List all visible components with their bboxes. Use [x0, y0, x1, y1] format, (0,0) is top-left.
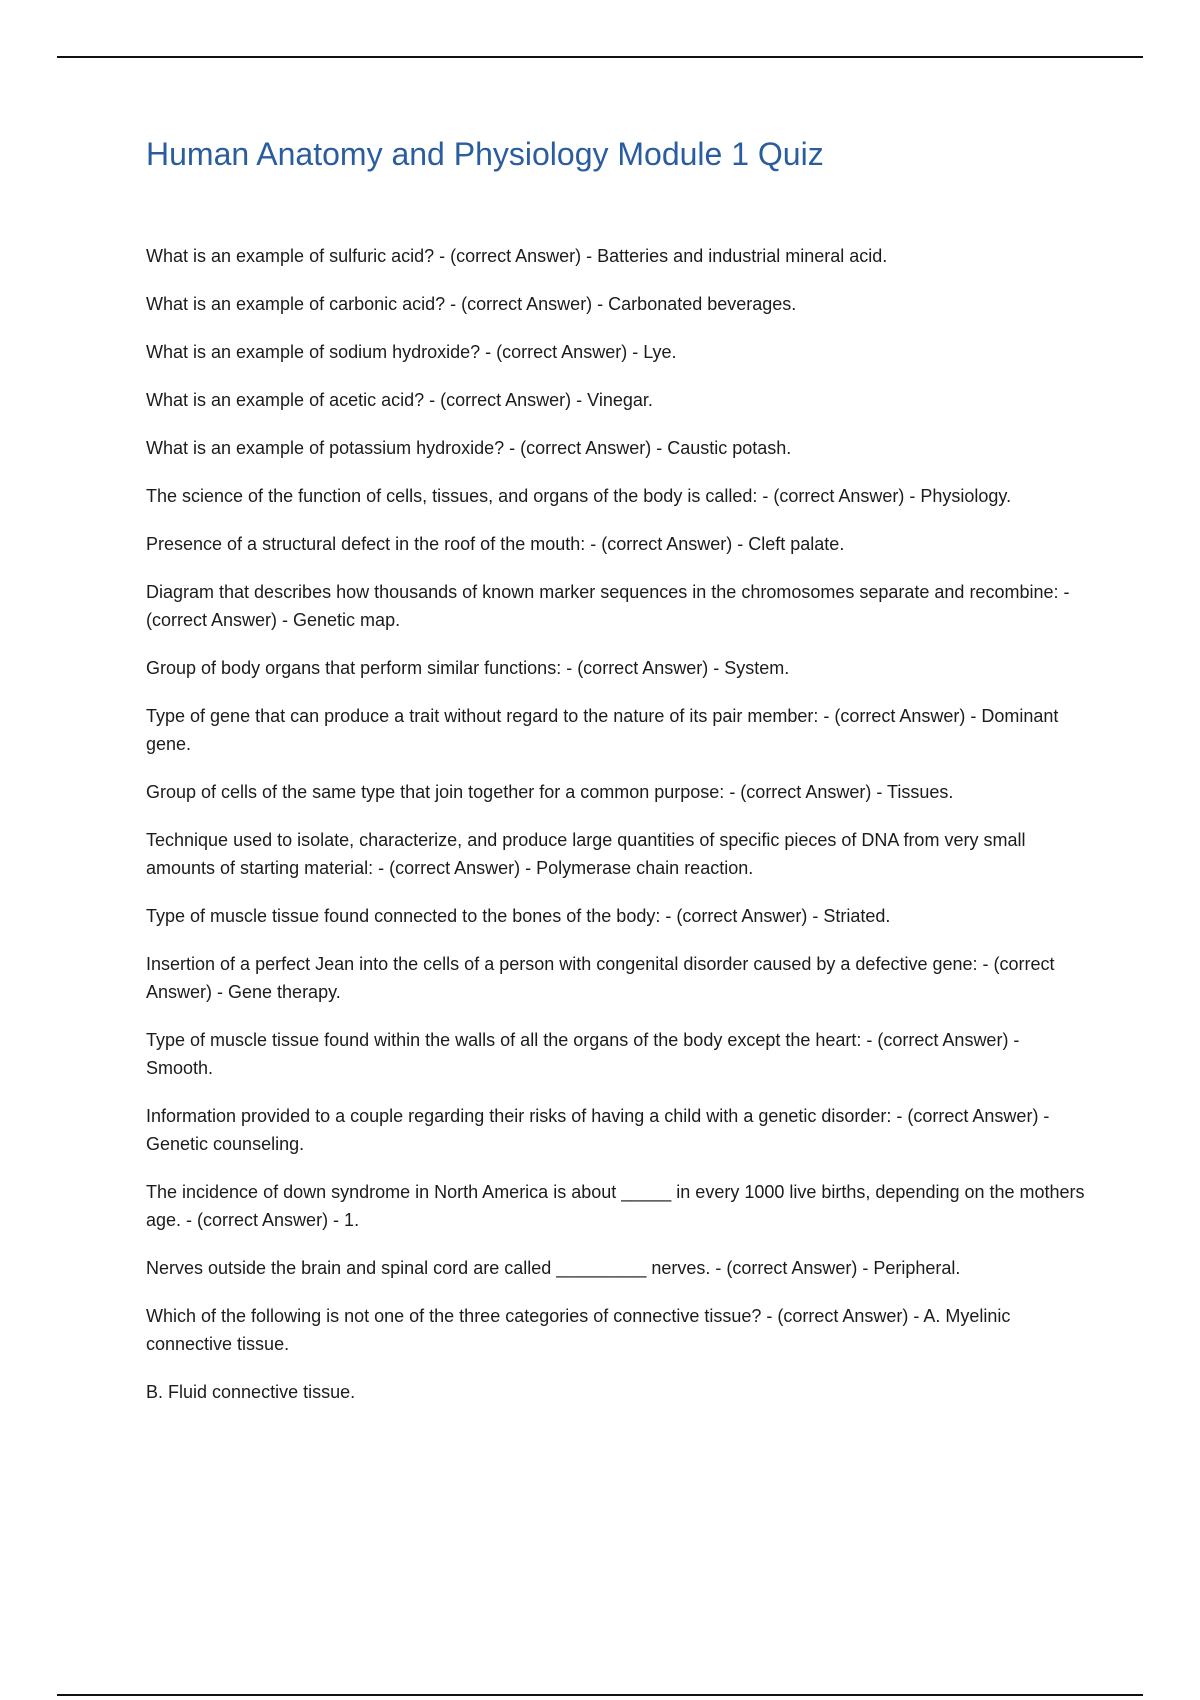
qa-item: The incidence of down syndrome in North America is about _____ in every 1000 live births, depending on the mothers age. - (correct Answer) - 1.	[146, 1182, 1085, 1230]
qa-item: Diagram that describes how thousands of known marker sequences in the chromosomes separate and recombine: - (correct Answer) - Genetic map.	[146, 582, 1070, 630]
qa-item: Type of muscle tissue found within the walls of all the organs of the body except the heart: - (correct Answer) - Smooth.	[146, 1030, 1020, 1078]
qa-item: What is an example of sulfuric acid? - (correct Answer) - Batteries and industrial mineral acid.	[146, 246, 888, 266]
qa-item: Group of body organs that perform similar functions: - (correct Answer) - System.	[146, 658, 790, 678]
qa-item: Which of the following is not one of the three categories of connective tissue? - (correct Answer) - A. Myelinic connective tissue.	[146, 1306, 1011, 1354]
header-rule	[57, 56, 1143, 58]
qa-list	[146, 242, 1086, 1426]
qa-item: Presence of a structural defect in the roof of the mouth: - (correct Answer) - Cleft palate.	[146, 534, 845, 554]
qa-item: What is an example of carbonic acid? - (correct Answer) - Carbonated beverages.	[146, 294, 797, 314]
qa-item: Technique used to isolate, characterize, and produce large quantities of specific pieces of DNA from very small amounts of starting material: - (correct Answer) - Polymerase chain reaction.	[146, 830, 1026, 878]
page-title: Human Anatomy and Physiology Module 1 Quiz	[146, 136, 824, 172]
qa-item: Nerves outside the brain and spinal cord are called _________ nerves. - (correct Answer) - Peripheral.	[146, 1258, 961, 1278]
qa-item: Information provided to a couple regarding their risks of having a child with a genetic disorder: - (correct Answer) - Genetic counseling.	[146, 1106, 1050, 1154]
qa-item: Insertion of a perfect Jean into the cells of a person with congenital disorder caused by a defective gene: - (correct Answer) - Gene therapy.	[146, 954, 1055, 1002]
qa-item: What is an example of potassium hydroxide? - (correct Answer) - Caustic potash.	[146, 438, 792, 458]
qa-item: Group of cells of the same type that join together for a common purpose: - (correct Answer) - Tissues.	[146, 782, 954, 802]
qa-item: B. Fluid connective tissue.	[146, 1382, 356, 1402]
qa-item: Type of muscle tissue found connected to the bones of the body: - (correct Answer) - Striated.	[146, 906, 891, 926]
qa-item: What is an example of sodium hydroxide? - (correct Answer) - Lye.	[146, 342, 677, 362]
qa-item: What is an example of acetic acid? - (correct Answer) - Vinegar.	[146, 390, 653, 410]
footer-rule	[57, 1694, 1143, 1696]
qa-item: Type of gene that can produce a trait without regard to the nature of its pair member: - (correct Answer) - Dominant gene.	[146, 706, 1059, 754]
qa-item: The science of the function of cells, tissues, and organs of the body is called: - (correct Answer) - Physiology.	[146, 486, 1012, 506]
